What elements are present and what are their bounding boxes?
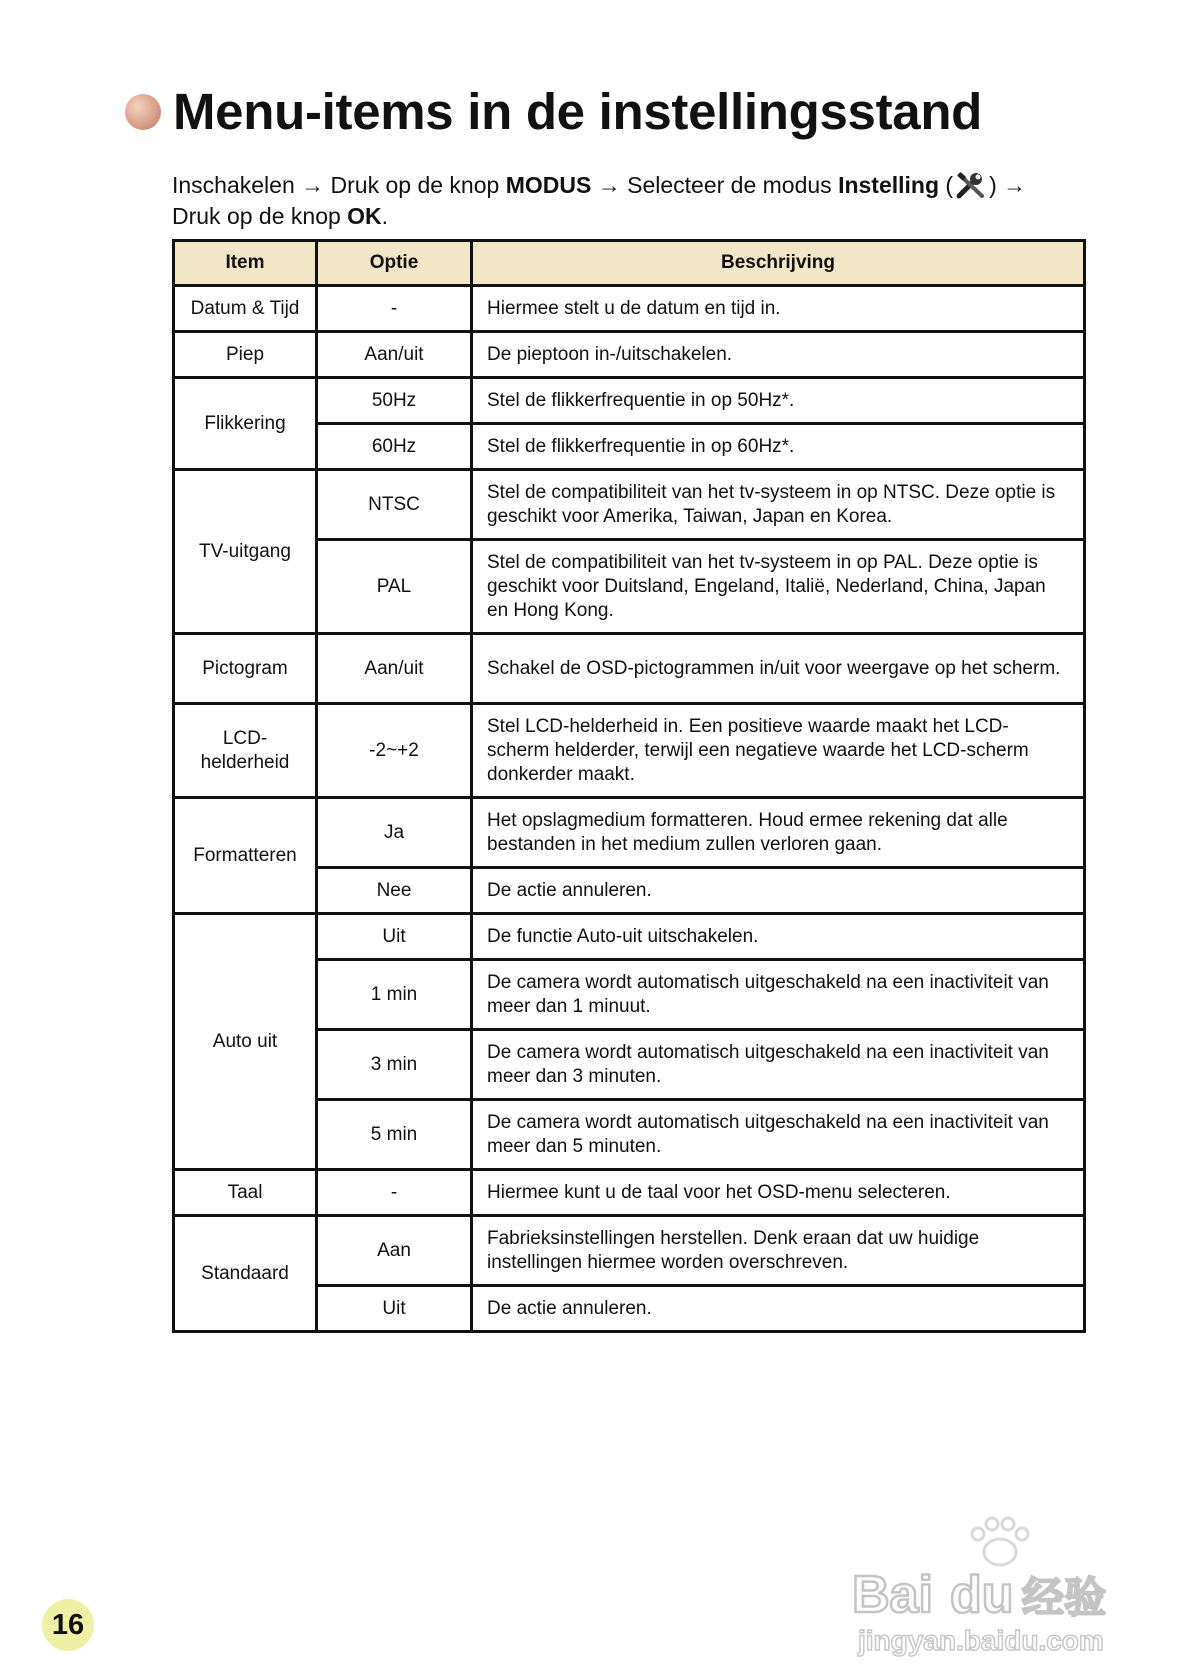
item-cell: TV-uitgang bbox=[174, 470, 317, 634]
table-row bbox=[174, 1170, 1085, 1216]
ok-label: OK bbox=[347, 203, 382, 229]
settings-menu-table bbox=[172, 239, 1086, 1333]
option-cell: PAL bbox=[317, 540, 472, 634]
header-description: Beschrijving bbox=[472, 241, 1085, 286]
option-cell: Uit bbox=[317, 914, 472, 960]
option-cell: - bbox=[317, 1170, 472, 1216]
intro-instructions: Inschakelen → Druk op de knop MODUS → Selecteer de modus Instelling ( ) → Druk op de knop OK. bbox=[172, 172, 1027, 229]
description-cell: Stel de flikkerfrequentie in op 60Hz*. bbox=[472, 424, 1085, 470]
table-row bbox=[174, 378, 1085, 424]
tools-icon bbox=[953, 171, 989, 201]
item-cell: Taal bbox=[174, 1170, 317, 1216]
title-bullet-icon bbox=[125, 94, 161, 130]
description-cell: Stel de flikkerfrequentie in op 50Hz*. bbox=[472, 378, 1085, 424]
watermark-url: jingyan.baidu.com bbox=[858, 1625, 1104, 1656]
description-cell: De camera wordt automatisch uitgeschakeld na een inactiviteit van meer dan 1 minuut. bbox=[472, 960, 1085, 1030]
option-cell: Nee bbox=[317, 868, 472, 914]
table-header-row bbox=[174, 241, 1085, 286]
option-cell: 3 min bbox=[317, 1030, 472, 1100]
description-cell: Hiermee stelt u de datum en tijd in. bbox=[472, 286, 1085, 332]
description-cell: Stel de compatibiliteit van het tv-systeem in op PAL. Deze optie is geschikt voor Duitsland, Engeland, Italië, Nederland, China, Japan en Hong Kong. bbox=[472, 540, 1085, 634]
table-row bbox=[174, 914, 1085, 960]
item-cell: Piep bbox=[174, 332, 317, 378]
option-cell: Ja bbox=[317, 798, 472, 868]
description-cell: De actie annuleren. bbox=[472, 1286, 1085, 1332]
description-cell: De actie annuleren. bbox=[472, 868, 1085, 914]
option-cell: 50Hz bbox=[317, 378, 472, 424]
table-row bbox=[174, 470, 1085, 540]
item-cell: Datum & Tijd bbox=[174, 286, 317, 332]
watermark-cn: 经验 bbox=[1022, 1573, 1107, 1622]
modus-label: MODUS bbox=[505, 172, 592, 198]
description-cell: Stel LCD-helderheid in. Een positieve waarde maakt het LCD-scherm helderder, terwijl een negatieve waarde het LCD-scherm donkerder maakt. bbox=[472, 704, 1085, 798]
description-cell: De functie Auto-uit uitschakelen. bbox=[472, 914, 1085, 960]
table-row bbox=[174, 1216, 1085, 1286]
table-row bbox=[174, 798, 1085, 868]
item-cell: Pictogram bbox=[174, 634, 317, 704]
description-cell: De pieptoon in-/uitschakelen. bbox=[472, 332, 1085, 378]
item-cell: Auto uit bbox=[174, 914, 317, 1170]
description-cell: De camera wordt automatisch uitgeschakeld na een inactiviteit van meer dan 3 minuten. bbox=[472, 1030, 1085, 1100]
description-cell: Het opslagmedium formatteren. Houd ermee rekening dat alle bestanden in het medium zullen verloren gaan. bbox=[472, 798, 1085, 868]
table-row bbox=[174, 286, 1085, 332]
description-cell: De camera wordt automatisch uitgeschakeld na een inactiviteit van meer dan 5 minuten. bbox=[472, 1100, 1085, 1170]
page-number: 16 bbox=[42, 1599, 94, 1651]
description-cell: Schakel de OSD-pictogrammen in/uit voor weergave op het scherm. bbox=[472, 634, 1085, 704]
option-cell: Aan/uit bbox=[317, 634, 472, 704]
option-cell: Aan/uit bbox=[317, 332, 472, 378]
option-cell: -2~+2 bbox=[317, 704, 472, 798]
baidu-watermark bbox=[850, 1512, 1140, 1662]
item-cell: Standaard bbox=[174, 1216, 317, 1332]
table-row bbox=[174, 704, 1085, 798]
table-row bbox=[174, 332, 1085, 378]
page-title: Menu-items in de instellingsstand bbox=[173, 83, 983, 140]
watermark-brand: Bai bbox=[852, 1566, 933, 1624]
option-cell: NTSC bbox=[317, 470, 472, 540]
description-cell: Hiermee kunt u de taal voor het OSD-menu selecteren. bbox=[472, 1170, 1085, 1216]
item-cell: Flikkering bbox=[174, 378, 317, 470]
option-cell: Aan bbox=[317, 1216, 472, 1286]
option-cell: 5 min bbox=[317, 1100, 472, 1170]
header-option: Optie bbox=[317, 241, 472, 286]
item-cell: Formatteren bbox=[174, 798, 317, 914]
option-cell: Uit bbox=[317, 1286, 472, 1332]
header-item: Item bbox=[174, 241, 317, 286]
description-cell: Fabrieksinstellingen herstellen. Denk eraan dat uw huidige instellingen hiermee worden overschreven. bbox=[472, 1216, 1085, 1286]
description-cell: Stel de compatibiliteit van het tv-systeem in op NTSC. Deze optie is geschikt voor Amerika, Taiwan, Japan en Korea. bbox=[472, 470, 1085, 540]
instelling-label: Instelling bbox=[838, 172, 940, 198]
watermark-brand2: du bbox=[950, 1566, 1014, 1624]
paw-icon bbox=[972, 1518, 1028, 1565]
table-row bbox=[174, 634, 1085, 704]
option-cell: - bbox=[317, 286, 472, 332]
option-cell: 60Hz bbox=[317, 424, 472, 470]
option-cell: 1 min bbox=[317, 960, 472, 1030]
item-cell: LCD-helderheid bbox=[174, 704, 317, 798]
